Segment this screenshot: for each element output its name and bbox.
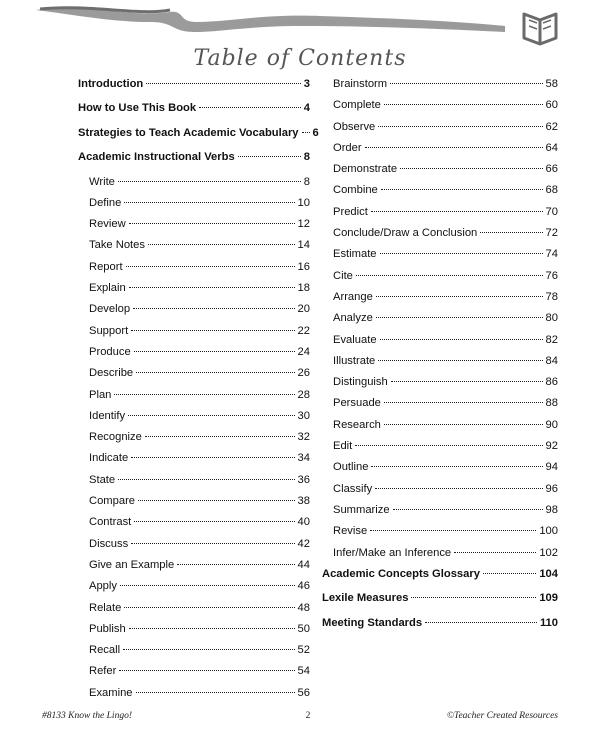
toc-entry[interactable] — [322, 334, 558, 355]
footer-page-number: 2 — [305, 711, 311, 721]
dot-leader — [124, 202, 294, 203]
dot-leader — [355, 445, 542, 446]
toc-entry-label: Lexile Measures — [322, 592, 409, 605]
dot-leader — [145, 436, 295, 437]
header-banner — [0, 0, 600, 52]
dot-leader — [391, 381, 543, 382]
toc-entry[interactable] — [78, 325, 310, 346]
toc-entry-label: Brainstorm — [333, 78, 388, 90]
toc-entry[interactable] — [78, 431, 310, 452]
toc-entry[interactable] — [78, 644, 310, 665]
dot-leader — [371, 211, 543, 212]
toc-entry-page: 6 — [312, 126, 319, 139]
toc-entry-page: 70 — [545, 205, 558, 218]
toc-entry-page: 50 — [297, 622, 310, 635]
toc-entry-label: Research — [333, 418, 381, 431]
toc-entry-label: Refer — [89, 665, 117, 678]
toc-entry[interactable] — [78, 559, 310, 580]
toc-entry-label: Define — [89, 196, 122, 209]
toc-entry[interactable] — [322, 440, 558, 461]
open-book-icon — [524, 14, 556, 44]
toc-entry-label: Strategies to Teach Academic Vocabulary — [78, 126, 299, 139]
toc-entry[interactable] — [78, 218, 310, 239]
toc-entry[interactable] — [322, 227, 558, 248]
toc-entry-page: 76 — [545, 269, 558, 282]
dot-leader — [378, 126, 542, 127]
toc-entry[interactable] — [322, 121, 558, 142]
toc-entry[interactable] — [78, 495, 310, 516]
dot-leader — [126, 266, 295, 267]
dot-leader — [120, 585, 295, 586]
toc-entry-page: 26 — [297, 367, 310, 380]
toc-entry[interactable] — [322, 270, 558, 291]
dot-leader — [199, 107, 301, 108]
toc-entry[interactable] — [78, 102, 310, 126]
toc-entry-page: 64 — [545, 141, 558, 154]
toc-entry-page: 80 — [545, 312, 558, 325]
toc-entry-page: 4 — [303, 102, 310, 115]
dot-leader — [384, 104, 543, 105]
toc-entry-page: 94 — [545, 461, 558, 474]
toc-entry-label: How to Use This Book — [78, 102, 197, 115]
toc-entry[interactable] — [322, 568, 558, 592]
dot-leader — [380, 339, 543, 340]
dot-leader — [384, 402, 543, 403]
toc-entry-page: 96 — [545, 482, 558, 495]
dot-leader — [138, 500, 295, 501]
toc-entry-label: Academic Concepts Glossary — [322, 567, 480, 580]
toc-entry[interactable] — [78, 282, 310, 303]
dot-leader — [375, 488, 542, 489]
toc-entry[interactable] — [78, 410, 310, 431]
toc-entry-label: State — [89, 473, 116, 486]
dot-leader — [131, 543, 294, 544]
toc-entry[interactable] — [78, 389, 310, 410]
toc-entry-page: 58 — [545, 78, 558, 90]
toc-entry-label: Examine — [89, 686, 133, 699]
toc-entry-label: Summarize — [333, 503, 390, 516]
toc-entry[interactable] — [78, 516, 310, 537]
toc-entry-label: Recall — [89, 644, 121, 657]
toc-entry[interactable] — [78, 239, 310, 260]
toc-entry[interactable] — [78, 367, 310, 388]
dot-leader — [129, 287, 295, 288]
toc-entry-label: Report — [89, 260, 123, 273]
dot-leader — [376, 296, 543, 297]
dot-leader — [134, 351, 295, 352]
toc-entry-label: Identify — [89, 409, 126, 422]
dot-leader — [129, 223, 295, 224]
toc-entry-page: 44 — [297, 558, 310, 571]
toc-entry-label: Discuss — [89, 537, 129, 550]
toc-entry-label: Support — [89, 324, 129, 337]
dot-leader — [425, 622, 537, 623]
toc-entry-label: Relate — [89, 601, 122, 614]
toc-entry-label: Combine — [333, 184, 378, 197]
toc-entry[interactable] — [322, 163, 558, 184]
toc-entry-label: Describe — [89, 367, 134, 380]
toc-entry[interactable] — [78, 474, 310, 495]
toc-entry-page: 18 — [297, 282, 310, 295]
toc-entry-label: Write — [89, 175, 115, 188]
toc-entry-page: 36 — [297, 473, 310, 486]
dot-leader — [129, 628, 295, 629]
toc-entry[interactable] — [78, 346, 310, 367]
toc-entry-label: Revise — [333, 525, 368, 538]
toc-entry[interactable] — [78, 623, 310, 644]
toc-entry[interactable] — [322, 78, 558, 99]
toc-entry-label: Produce — [89, 345, 131, 358]
toc-entry-label: Explain — [89, 282, 126, 295]
dot-leader — [124, 607, 294, 608]
toc-entry[interactable] — [322, 312, 558, 333]
toc-entry[interactable] — [78, 580, 310, 601]
toc-entry-page: 92 — [545, 440, 558, 453]
toc-entry-page: 66 — [545, 163, 558, 176]
dot-leader — [400, 168, 543, 169]
dot-leader — [131, 330, 294, 331]
toc-entry-page: 12 — [297, 218, 310, 231]
toc-entry-page: 60 — [545, 99, 558, 112]
toc-entry-label: Arrange — [333, 290, 373, 303]
toc-entry-page: 40 — [297, 516, 310, 529]
footer-publisher: ©Teacher Created Resources — [446, 711, 558, 721]
toc-entry[interactable] — [322, 248, 558, 269]
dot-leader — [371, 466, 542, 467]
toc-entry-label: Edit — [333, 440, 353, 453]
dot-leader — [302, 132, 310, 133]
dot-leader — [370, 530, 536, 531]
toc-entry[interactable] — [322, 461, 558, 482]
dot-leader — [119, 670, 294, 671]
toc-entry[interactable] — [322, 142, 558, 163]
toc-entry-page: 48 — [297, 601, 310, 614]
toc-entry-label: Publish — [89, 622, 126, 635]
dot-leader — [128, 415, 294, 416]
dot-leader — [365, 147, 543, 148]
toc-entry-label: Demonstrate — [333, 163, 398, 176]
toc-entry-label: Give an Example — [89, 558, 175, 571]
toc-entry[interactable] — [322, 504, 558, 525]
toc-entry-page: 38 — [297, 495, 310, 508]
toc-entry-label: Outline — [333, 461, 369, 474]
toc-entry-label: Review — [89, 218, 126, 231]
toc-entry-label: Academic Instructional Verbs — [78, 151, 235, 164]
toc-entry-page: 22 — [297, 324, 310, 337]
dot-leader — [131, 457, 294, 458]
toc-entry[interactable] — [78, 602, 310, 623]
toc-entry-page: 68 — [545, 184, 558, 197]
toc-entry-page: 8 — [303, 151, 310, 164]
toc-entry[interactable] — [78, 687, 310, 708]
toc-entry[interactable] — [322, 592, 558, 616]
dot-leader — [148, 244, 295, 245]
toc-entry[interactable] — [322, 355, 558, 376]
toc-entry[interactable] — [78, 303, 310, 324]
toc-entry-page: 102 — [539, 546, 558, 559]
toc-entry-label: Complete — [333, 99, 381, 112]
dot-leader — [133, 308, 295, 309]
dot-leader — [384, 424, 543, 425]
dot-leader — [118, 479, 294, 480]
dot-leader — [123, 649, 294, 650]
dot-leader — [393, 509, 543, 510]
dot-leader — [480, 232, 542, 233]
toc-entry[interactable] — [322, 419, 558, 440]
toc-entry-label: Develop — [89, 303, 131, 316]
toc-entry-page: 14 — [297, 239, 310, 252]
toc-entry-label: Order — [333, 141, 362, 154]
toc-entry[interactable] — [78, 261, 310, 282]
dot-leader — [146, 83, 301, 84]
toc-entry-page: 32 — [297, 431, 310, 444]
toc-entry-page: 84 — [545, 354, 558, 367]
toc-entry-page: 90 — [545, 418, 558, 431]
dot-leader — [454, 552, 536, 553]
dot-leader — [114, 394, 294, 395]
toc-entry-label: Meeting Standards — [322, 616, 423, 629]
toc-entry-label: Recognize — [89, 431, 142, 444]
toc-entry-label: Analyze — [333, 312, 373, 325]
toc-entry-label: Evaluate — [333, 333, 377, 346]
dot-leader — [381, 189, 543, 190]
toc-entry-label: Take Notes — [89, 239, 145, 252]
toc-entry-page: 34 — [297, 452, 310, 465]
dot-leader — [118, 181, 301, 182]
toc-entry[interactable] — [78, 78, 310, 102]
toc-entry-label: Distinguish — [333, 376, 388, 389]
toc-entry-label: Illustrate — [333, 354, 376, 367]
toc-entry[interactable] — [322, 483, 558, 504]
toc-entry-page: 110 — [539, 616, 558, 629]
toc-entry-page: 98 — [545, 503, 558, 516]
dot-leader — [136, 692, 295, 693]
dot-leader — [136, 372, 294, 373]
dot-leader — [238, 156, 301, 157]
toc-entry[interactable] — [78, 197, 310, 218]
dot-leader — [356, 275, 543, 276]
dot-leader — [376, 317, 543, 318]
page-title: Table of Contents — [193, 46, 407, 71]
toc-entry-page: 72 — [545, 227, 558, 240]
toc-entry[interactable] — [78, 665, 310, 686]
toc-entry[interactable] — [78, 176, 310, 197]
footer-book-title: #8133 Know the Lingo! — [42, 711, 132, 721]
toc-entry-label: Cite — [333, 269, 353, 282]
toc-entry-page: 20 — [297, 303, 310, 316]
toc-entry[interactable] — [322, 547, 558, 568]
toc-entry-label: Contrast — [89, 516, 132, 529]
toc-entry-label: Compare — [89, 495, 136, 508]
toc-entry[interactable] — [322, 376, 558, 397]
toc-entry-label: Observe — [333, 120, 376, 133]
toc-entry-page: 42 — [297, 537, 310, 550]
toc-entry-page: 56 — [297, 686, 310, 699]
toc-entry-page: 100 — [539, 525, 558, 538]
toc-entry-label: Conclude/Draw a Conclusion — [333, 227, 478, 240]
toc-entry-page: 86 — [545, 376, 558, 389]
toc-entry-page: 8 — [303, 175, 310, 188]
toc-entry-page: 28 — [297, 388, 310, 401]
toc-entry[interactable] — [78, 538, 310, 559]
dot-leader — [390, 83, 542, 84]
toc-entry[interactable] — [322, 617, 558, 641]
toc-entry-label: Plan — [89, 388, 112, 401]
toc-entry-label: Infer/Make an Inference — [333, 546, 452, 559]
dot-leader — [380, 253, 543, 254]
toc-entry-page: 78 — [545, 290, 558, 303]
toc-entry[interactable] — [322, 206, 558, 227]
toc-entry-page: 46 — [297, 580, 310, 593]
toc-entry-page: 30 — [297, 409, 310, 422]
dot-leader — [177, 564, 294, 565]
toc-right-column — [322, 78, 558, 641]
toc-entry[interactable] — [322, 525, 558, 546]
toc-entry-page: 74 — [545, 248, 558, 261]
toc-entry[interactable] — [322, 99, 558, 120]
toc-entry-label: Estimate — [333, 248, 377, 261]
toc-entry-page: 24 — [297, 345, 310, 358]
toc-entry[interactable] — [322, 184, 558, 205]
toc-left-column — [78, 78, 319, 708]
toc-entry-page: 3 — [303, 78, 310, 90]
toc-entry[interactable] — [78, 151, 310, 175]
toc-entry[interactable] — [322, 397, 558, 418]
toc-entry-page: 109 — [539, 592, 558, 605]
toc-entry-page: 16 — [297, 260, 310, 273]
toc-entry-label: Apply — [89, 580, 117, 593]
toc-entry-label: Indicate — [89, 452, 129, 465]
dot-leader — [411, 597, 536, 598]
toc-entry-page: 54 — [297, 665, 310, 678]
toc-entry-page: 88 — [545, 397, 558, 410]
toc-entry[interactable] — [78, 452, 310, 473]
toc-entry-page: 52 — [297, 644, 310, 657]
toc-entry[interactable] — [78, 126, 319, 151]
dot-leader — [134, 521, 294, 522]
toc-entry-label: Persuade — [333, 397, 381, 410]
toc-entry-page: 82 — [545, 333, 558, 346]
dot-leader — [483, 573, 536, 574]
toc-entry-page: 10 — [297, 196, 310, 209]
toc-entry-page: 104 — [539, 567, 558, 580]
toc-entry-page: 62 — [545, 120, 558, 133]
toc-entry-label: Predict — [333, 205, 368, 218]
dot-leader — [378, 360, 542, 361]
toc-entry-label: Classify — [333, 482, 373, 495]
toc-entry-label: Introduction — [78, 78, 144, 90]
toc-entry[interactable] — [322, 291, 558, 312]
